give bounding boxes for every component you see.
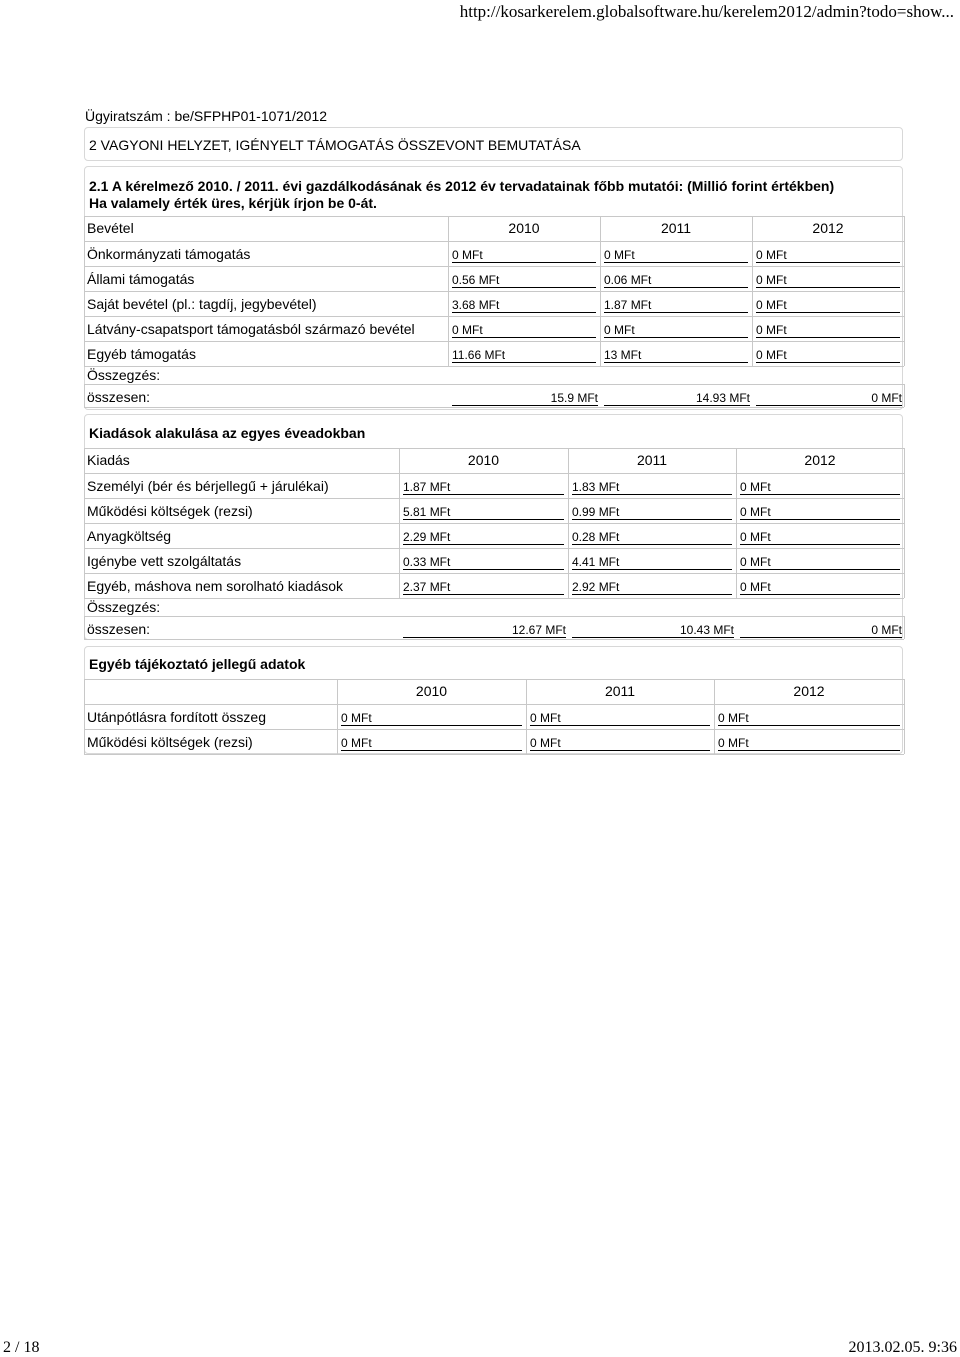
expenses-row-value[interactable]: 2.29 MFt (403, 530, 451, 544)
expenses-row-border (84, 598, 904, 599)
expenses-total-left-border (84, 616, 85, 639)
expenses-header-bottom-border (84, 473, 904, 474)
income-row-label: Látvány-csapatsport támogatásból származó bevétel (87, 321, 415, 337)
expenses-row-value-underline (572, 494, 732, 495)
expenses-row-value-underline (740, 494, 900, 495)
expenses-row-col-border-2 (736, 523, 737, 548)
expenses-row-value[interactable]: 0.33 MFt (403, 555, 451, 569)
income-row-label: Önkormányzati támogatás (87, 246, 251, 262)
income-row-value-underline (756, 287, 900, 288)
other-row-col-border-1 (526, 729, 527, 754)
expenses-row-value[interactable]: 0 MFt (740, 480, 771, 494)
other-row-col-border-0 (337, 704, 338, 729)
income-header-left-border (84, 216, 85, 241)
other-row-left-border (84, 704, 85, 729)
expenses-year-2010: 2010 (467, 452, 500, 468)
other-row-border (84, 754, 904, 755)
expenses-row-col-border-0 (399, 523, 400, 548)
other-year-2012: 2012 (793, 683, 825, 699)
expenses-row-left-border (84, 498, 85, 523)
income-total-value: 15.9 MFt (550, 391, 598, 405)
other-header-top-border (84, 679, 904, 680)
income-row-value[interactable]: 0 MFt (452, 323, 483, 337)
print-header-url: http://kosarkerelem.globalsoftware.hu/kerelem2012/admin?todo=show... (459, 2, 954, 21)
income-row-value-underline (452, 287, 596, 288)
income-row-value-underline (604, 312, 748, 313)
income-row-label: Állami támogatás (87, 271, 195, 287)
income-row-value-underline (452, 362, 596, 363)
income-row-col-border-2 (752, 241, 753, 266)
other-header-left-border (84, 679, 85, 704)
income-header-label: Bevétel (87, 220, 134, 236)
expenses-row-label: Személyi (bér és bérjellegű + járulékai) (87, 478, 329, 494)
expenses-row-value[interactable]: 4.41 MFt (572, 555, 620, 569)
income-row-border (84, 291, 904, 292)
file-number: Ügyiratszám : be/SFPHP01-1071/2012 (85, 108, 328, 124)
other-year-2010: 2010 (415, 683, 448, 699)
expenses-row-right-border (904, 473, 905, 498)
income-row-value-underline (604, 262, 748, 263)
section21-hint: Ha valamely érték üres, kérjük írjon be 0-át. (89, 195, 377, 211)
income-row-label: Egyéb támogatás (87, 346, 196, 362)
expenses-row-border (84, 498, 904, 499)
income-row-border (84, 366, 904, 367)
expenses-row-value-underline (403, 594, 564, 595)
income-row-value-underline (452, 337, 596, 338)
income-row-value[interactable]: 1.87 MFt (604, 298, 652, 312)
expenses-total-top-border (84, 616, 904, 617)
expenses-row-col-border-0 (399, 548, 400, 573)
expenses-row-label: Egyéb, máshova nem sorolható kiadások (87, 578, 344, 594)
income-row-right-border (904, 341, 905, 366)
expenses-row-value[interactable]: 0.99 MFt (572, 505, 620, 519)
expenses-row-value[interactable]: 0 MFt (740, 505, 771, 519)
expenses-row-border (84, 573, 904, 574)
income-total-right-border (904, 384, 905, 407)
income-row-value[interactable]: 3.68 MFt (452, 298, 500, 312)
income-row-col-border-2 (752, 291, 753, 316)
expenses-row-col-border-2 (736, 473, 737, 498)
expenses-row-col-border-1 (568, 473, 569, 498)
expenses-row-value[interactable]: 2.37 MFt (403, 580, 451, 594)
expenses-row-value[interactable]: 0 MFt (740, 530, 771, 544)
income-year-2012: 2012 (812, 220, 844, 236)
other-row-col-border-2 (714, 704, 715, 729)
income-row-col-border-0 (448, 341, 449, 366)
expenses-row-right-border (904, 548, 905, 573)
income-header-bottom-border (84, 241, 904, 242)
income-row-col-border-0 (448, 266, 449, 291)
expenses-row-value-underline (403, 569, 564, 570)
income-row-value[interactable]: 11.66 MFt (452, 348, 506, 362)
other-row-value[interactable]: 0 MFt (718, 736, 749, 750)
income-row-value-underline (604, 362, 748, 363)
income-row-value[interactable]: 0 MFt (452, 248, 483, 262)
other-row-value-underline (718, 750, 900, 751)
expenses-row-value[interactable]: 1.87 MFt (403, 480, 451, 494)
income-row-value-underline (452, 262, 596, 263)
expenses-row-value-underline (740, 569, 900, 570)
income-total-underline (452, 405, 598, 406)
other-row-value[interactable]: 0 MFt (530, 736, 561, 750)
expenses-row-value-underline (403, 519, 564, 520)
expenses-row-value[interactable]: 0 MFt (740, 555, 771, 569)
expenses-row-border (84, 523, 904, 524)
other-row-value-underline (341, 725, 522, 726)
expenses-year-2012: 2012 (804, 452, 836, 468)
income-row-value[interactable]: 0 MFt (756, 248, 787, 262)
income-row-left-border (84, 316, 85, 341)
other-row-right-border (904, 704, 905, 729)
expenses-row-value[interactable]: 5.81 MFt (403, 505, 451, 519)
expenses-row-value-underline (572, 569, 732, 570)
expenses-year-2011: 2011 (636, 452, 668, 468)
expenses-row-value-underline (572, 594, 732, 595)
income-row-right-border (904, 291, 905, 316)
other-row-col-border-0 (337, 729, 338, 754)
expenses-row-value-underline (572, 519, 732, 520)
section2-title: 2 VAGYONI HELYZET, IGÉNYELT TÁMOGATÁS ÖSSZEVONT BEMUTATÁSA (89, 137, 581, 153)
expenses-row-left-border (84, 548, 85, 573)
other-row-value-underline (530, 725, 710, 726)
expenses-row-col-border-0 (399, 473, 400, 498)
other-row-col-border-2 (714, 729, 715, 754)
other-header-right-border (904, 679, 905, 704)
expenses-row-col-border-1 (568, 573, 569, 598)
income-row-left-border (84, 341, 85, 366)
income-header-right-border (904, 216, 905, 241)
expenses-total-underline (740, 637, 902, 638)
expenses-row-value-underline (740, 519, 900, 520)
income-row-value-underline (756, 362, 900, 363)
other-row-value-underline (718, 725, 900, 726)
expenses-total-underline (572, 637, 734, 638)
expenses-row-value-underline (572, 544, 732, 545)
income-row-col-border-1 (600, 316, 601, 341)
other-row-left-border (84, 729, 85, 754)
expenses-row-right-border (904, 498, 905, 523)
expenses-row-left-border (84, 523, 85, 548)
income-row-value[interactable]: 0 MFt (604, 248, 635, 262)
section21-box (84, 166, 903, 410)
expenses-total-value: 12.67 MFt (511, 623, 566, 637)
expenses-row-left-border (84, 473, 85, 498)
expenses-row-left-border (84, 573, 85, 598)
other-row-value[interactable]: 0 MFt (718, 711, 749, 725)
income-row-value-underline (604, 337, 748, 338)
income-row-value[interactable]: 0 MFt (756, 323, 787, 337)
expenses-row-value-underline (403, 544, 564, 545)
income-row-value[interactable]: 0 MFt (756, 298, 787, 312)
expenses-row-col-border-2 (736, 548, 737, 573)
income-row-value-underline (756, 337, 900, 338)
other-row-label: Működési költségek (rezsi) (87, 734, 253, 750)
expenses-row-label: Működési költségek (rezsi) (87, 503, 253, 519)
income-row-col-border-0 (448, 291, 449, 316)
income-row-right-border (904, 316, 905, 341)
section2-title-box (84, 127, 903, 161)
other-row-border (84, 729, 904, 730)
expenses-row-label: Igénybe vett szolgáltatás (87, 553, 242, 569)
income-row-border (84, 341, 904, 342)
expenses-row-right-border (904, 573, 905, 598)
income-total-label: összesen: (87, 389, 151, 405)
income-row-col-border-0 (448, 316, 449, 341)
income-row-col-border-2 (752, 316, 753, 341)
expenses-header-top-border (84, 448, 904, 449)
income-total-value: 0 MFt (871, 391, 902, 405)
income-summary-label: Összegzés: (87, 367, 161, 383)
income-row-col-border-1 (600, 291, 601, 316)
section21-title: 2.1 A kérelmező 2010. / 2011. évi gazdálkodásának és 2012 év tervadatainak főbb mutatói: (Millió forint értékben) (89, 178, 835, 194)
expenses-row-value-underline (740, 594, 900, 595)
other-row-col-border-1 (526, 704, 527, 729)
expenses-header-left-border (84, 448, 85, 473)
expenses-total-value: 0 MFt (871, 623, 902, 637)
income-row-right-border (904, 241, 905, 266)
income-row-col-border-1 (600, 241, 601, 266)
other-header-bottom-border (84, 704, 904, 705)
expenses-total-value: 10.43 MFt (679, 623, 734, 637)
income-row-value-underline (756, 262, 900, 263)
income-total-underline (604, 405, 750, 406)
expenses-header-label: Kiadás (87, 452, 130, 468)
expenses-total-right-border (904, 616, 905, 639)
income-row-col-border-2 (752, 341, 753, 366)
income-row-value[interactable]: 0.06 MFt (604, 273, 652, 287)
income-total-value: 14.93 MFt (695, 391, 750, 405)
income-row-value[interactable]: 0 MFt (756, 273, 787, 287)
expenses-row-right-border (904, 523, 905, 548)
expenses-row-value[interactable]: 2.92 MFt (572, 580, 620, 594)
expenses-row-value[interactable]: 0.28 MFt (572, 530, 620, 544)
income-row-value-underline (452, 312, 596, 313)
expenses-summary-label: Összegzés: (87, 599, 161, 615)
expenses-row-value-underline (403, 494, 564, 495)
other-row-value-underline (530, 750, 710, 751)
income-row-left-border (84, 266, 85, 291)
expenses-header-right-border (904, 448, 905, 473)
income-row-value[interactable]: 0 MFt (756, 348, 787, 362)
other-row-value[interactable]: 0 MFt (341, 736, 372, 750)
income-year-2011: 2011 (660, 220, 692, 236)
expenses-row-col-border-2 (736, 573, 737, 598)
income-total-top-border (84, 384, 904, 385)
expenses-row-col-border-1 (568, 498, 569, 523)
expenses-total-underline (403, 637, 566, 638)
expenses-total-label: összesen: (87, 621, 151, 637)
expenses-row-col-border-0 (399, 498, 400, 523)
expenses-title: Kiadások alakulása az egyes éveadokban (89, 425, 366, 441)
expenses-row-label: Anyagköltség (87, 528, 172, 544)
other-year-2011: 2011 (604, 683, 636, 699)
other-row-value[interactable]: 0 MFt (341, 711, 372, 725)
expenses-total-bottom-border (84, 639, 904, 640)
expenses-row-border (84, 548, 904, 549)
other-row-label: Utánpótlásra fordított összeg (87, 709, 266, 725)
expenses-row-col-border-2 (736, 498, 737, 523)
income-row-col-border-1 (600, 341, 601, 366)
other-row-value-underline (341, 750, 522, 751)
income-row-left-border (84, 291, 85, 316)
expenses-row-value-underline (740, 544, 900, 545)
income-row-value[interactable]: 0.56 MFt (452, 273, 500, 287)
income-row-border (84, 266, 904, 267)
income-header-top-border (84, 216, 904, 217)
income-row-border (84, 316, 904, 317)
income-row-left-border (84, 241, 85, 266)
income-total-left-border (84, 384, 85, 407)
expenses-row-value[interactable]: 1.83 MFt (572, 480, 620, 494)
expenses-row-value[interactable]: 0 MFt (740, 580, 771, 594)
print-footer-page-number: 2 / 18 (3, 1339, 40, 1356)
income-row-value-underline (604, 287, 748, 288)
other-row-value[interactable]: 0 MFt (530, 711, 561, 725)
income-row-col-border-1 (600, 266, 601, 291)
income-total-bottom-border (84, 407, 904, 408)
income-row-label: Saját bevétel (pl.: tagdíj, jegybevétel) (87, 296, 317, 312)
other-title: Egyéb tájékoztató jellegű adatok (89, 656, 306, 672)
print-footer-datetime: 2013.02.05. 9:36 (848, 1339, 957, 1356)
other-row-right-border (904, 729, 905, 754)
income-row-value[interactable]: 0 MFt (604, 323, 635, 337)
income-row-right-border (904, 266, 905, 291)
income-year-2010: 2010 (508, 220, 540, 236)
expenses-row-col-border-1 (568, 548, 569, 573)
expenses-row-col-border-0 (399, 573, 400, 598)
income-row-value[interactable]: 13 MFt (604, 348, 642, 362)
income-row-col-border-0 (448, 241, 449, 266)
income-total-underline (756, 405, 902, 406)
expenses-row-col-border-1 (568, 523, 569, 548)
income-row-col-border-2 (752, 266, 753, 291)
income-row-value-underline (756, 312, 900, 313)
